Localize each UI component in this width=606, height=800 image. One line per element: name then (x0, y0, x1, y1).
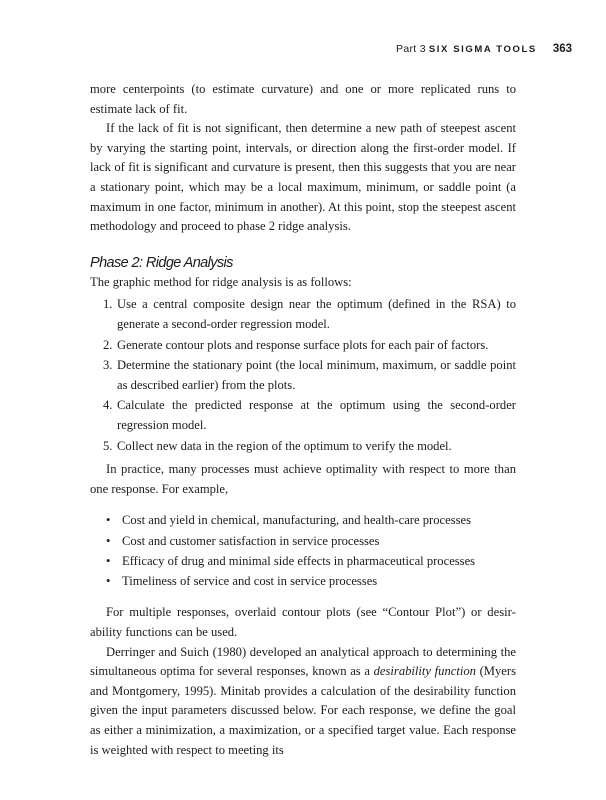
bullet-text: Cost and customer satisfaction in service processes (122, 533, 380, 548)
list-item (90, 437, 516, 457)
list-item (90, 356, 516, 395)
running-header (396, 43, 572, 59)
step-text: Calculate the predicted response at the optimum using the second-order regression model. (117, 398, 516, 432)
bullet-icon: • (106, 574, 111, 589)
list-item (90, 295, 516, 334)
page-number: 363 (552, 43, 572, 55)
bullet-text: Cost and yield in chemical, manufacturing, and health-care processes (122, 513, 471, 528)
paragraph-continuation: more centerpoints (to estimate curvature) and one or more replicated runs to estimate lack of fit. (90, 82, 516, 116)
emphasized-term: desirability function (373, 664, 476, 679)
step-number: 3. (103, 358, 113, 373)
paragraph-practice: In practice, many processes must achieve optimality with respect to more than one response. For example, (90, 462, 516, 496)
step-text: Use a central composite design near the optimum (defined in the RSA) to generate a second-order regression model. (117, 297, 516, 331)
list-item (90, 571, 516, 591)
step-number: 4. (103, 398, 113, 413)
step-text: Determine the stationary point (the local minimum, maximum, or saddle point as described earlier) from the plots. (117, 358, 516, 392)
step-number: 1. (103, 297, 113, 312)
list-item (90, 510, 516, 530)
examples-bullet-list (90, 510, 516, 591)
list-item (90, 396, 516, 435)
bullet-icon: • (106, 553, 111, 568)
body-text (90, 80, 516, 760)
bullet-icon: • (106, 533, 111, 548)
part-label: Part 3 SIX SIGMA TOOLS (396, 43, 537, 55)
list-item (90, 551, 516, 571)
section-intro: The graphic method for ridge analysis is as follows: (90, 274, 352, 289)
step-text: Generate contour plots and response surface plots for each pair of factors. (117, 337, 489, 352)
bullet-text: Timeliness of service and cost in service processes (122, 574, 378, 589)
list-item (90, 531, 516, 551)
paragraph-derringer: Derringer and Suich (1980) developed an analytical approach to determining the simultaneous optima for several responses, known as a desirability function (Myers and Montgomery, 1995). Minitab provides a calculation of the desirability function given the input parameters discussed below. For each response, we define the goal as either a minimization, a maximization, or a specified target value. Each response is weighted with respect to meeting its (90, 644, 516, 757)
step-text: Collect new data in the region of the optimum to verify the model. (117, 438, 452, 453)
step-number: 5. (103, 438, 113, 453)
step-number: 2. (103, 337, 113, 352)
part-title: SIX SIGMA TOOLS (428, 44, 537, 55)
list-item (90, 336, 516, 356)
bullet-text: Efficacy of drug and minimal side effects in pharmaceutical processes (122, 553, 476, 568)
paragraph-lack-of-fit: If the lack of fit is not significant, then determine a new path of steepest ascent by varying the starting point, intervals, or direction along the first-order model. If lack of fit is significant and curvature is present, then this suggests that you are near a stationary point, which may be a local maximum, minimum, or saddle point (a maximum in one factor, minimum in another). At this point, stop the steepest ascent methodology and proceed to phase 2 ridge analysis. (90, 121, 516, 234)
bullet-icon: • (106, 513, 111, 528)
section-heading: Phase 2: Ridge Analysis (90, 254, 233, 271)
paragraph-multiple-responses: For multiple responses, overlaid contour plots (see “Contour Plot”) or desirability functions can be used. (90, 605, 516, 640)
ridge-analysis-steps (90, 295, 516, 456)
